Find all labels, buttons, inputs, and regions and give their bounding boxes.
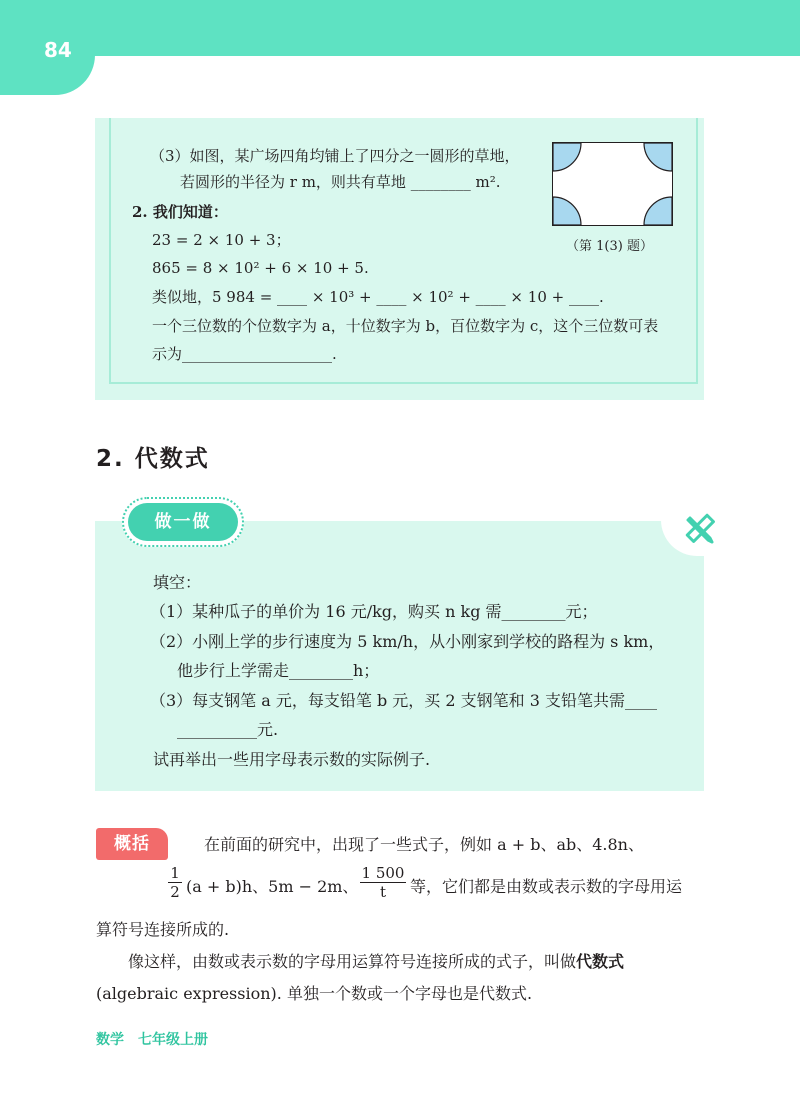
definition-paragraph-line1 (128, 951, 624, 973)
pencil-ruler-icon (682, 510, 718, 546)
do-it-item-1: （1）某种瓜子的单价为 16 元/kg，购买 n kg 需________元； (150, 602, 598, 621)
question-2-eq3: 类似地，5 984 = ____ × 10³ + ____ × 10² + ____ × 10 + ____. (152, 288, 604, 306)
figure-caption: （第 1(3) 题） (566, 239, 653, 254)
definition-text: 像这样，由数或表示数的字母用运算符号连接所成的式子，叫做 (128, 952, 577, 971)
do-it-item-2-line2: 他步行上学需走________h； (177, 661, 380, 680)
do-it-outro: 试再举出一些用字母表示数的实际例子. (153, 750, 431, 769)
fraction-denominator: t (360, 882, 406, 901)
fraction-1500-over-t (360, 864, 406, 901)
do-it-intro: 填空： (153, 573, 202, 592)
footer (96, 1029, 222, 1049)
header-bar (0, 0, 800, 56)
exercise-item-3-line2: 若圆形的半径为 r m，则共有草地 ________ m². (180, 173, 501, 191)
summary-line-2-text: 等，它们都是由数或表示数的字母用运 (410, 877, 683, 896)
summary-line-3: 算符号连接所成的. (96, 920, 230, 939)
do-it-item-3-line2: __________元. (177, 720, 279, 739)
question-2-eq2: 865 = 8 × 10² + 6 × 10 + 5. (152, 259, 369, 277)
exercise-item-3-line1: （3）如图，某广场四角均铺上了四分之一圆形的草地， (150, 147, 520, 165)
do-it-item-3-line1: （3）每支钢笔 a 元，每支铅笔 b 元，买 2 支钢笔和 3 支铅笔共需____ (150, 691, 658, 710)
summary-line-2-expressions: (a + b)h、5m − 2m、 (186, 877, 359, 896)
question-2-eq1: 23 = 2 × 10 + 3； (152, 231, 291, 249)
question-2-title: 2. 我们知道： (132, 203, 228, 221)
question-2-text1: 一个三位数的个位数字为 a，十位数字为 b，百位数字为 c，这个三位数可表 (152, 317, 659, 335)
quarter-circles-drawing (553, 143, 672, 225)
do-it-label: 做一做 (128, 503, 238, 541)
fraction-numerator: 1 (170, 864, 180, 882)
page-number: 84 (44, 38, 72, 62)
fraction-numerator: 1 500 (361, 864, 405, 882)
question-2-text2: 示为____________________. (152, 345, 337, 363)
fraction-denominator: 2 (168, 882, 182, 901)
summary-line-1: 在前面的研究中，出现了一些式子，例如 a + b、ab、4.8n、 (204, 835, 644, 854)
summary-badge: 概括 (96, 828, 168, 860)
square-with-quarter-circles-figure (552, 142, 673, 226)
do-it-item-2-line1: （2）小刚上学的步行速度为 5 km/h，从小刚家到学校的路程为 s km， (150, 632, 665, 651)
footer-subject: 数学 (96, 1032, 124, 1048)
definition-paragraph-line2: (algebraic expression). 单独一个数或一个字母也是代数式. (96, 984, 533, 1003)
section-title: 2. 代数式 (96, 446, 210, 472)
fraction-one-half (168, 864, 182, 901)
footer-book: 七年级上册 (138, 1032, 208, 1048)
definition-term: 代数式 (576, 952, 625, 971)
